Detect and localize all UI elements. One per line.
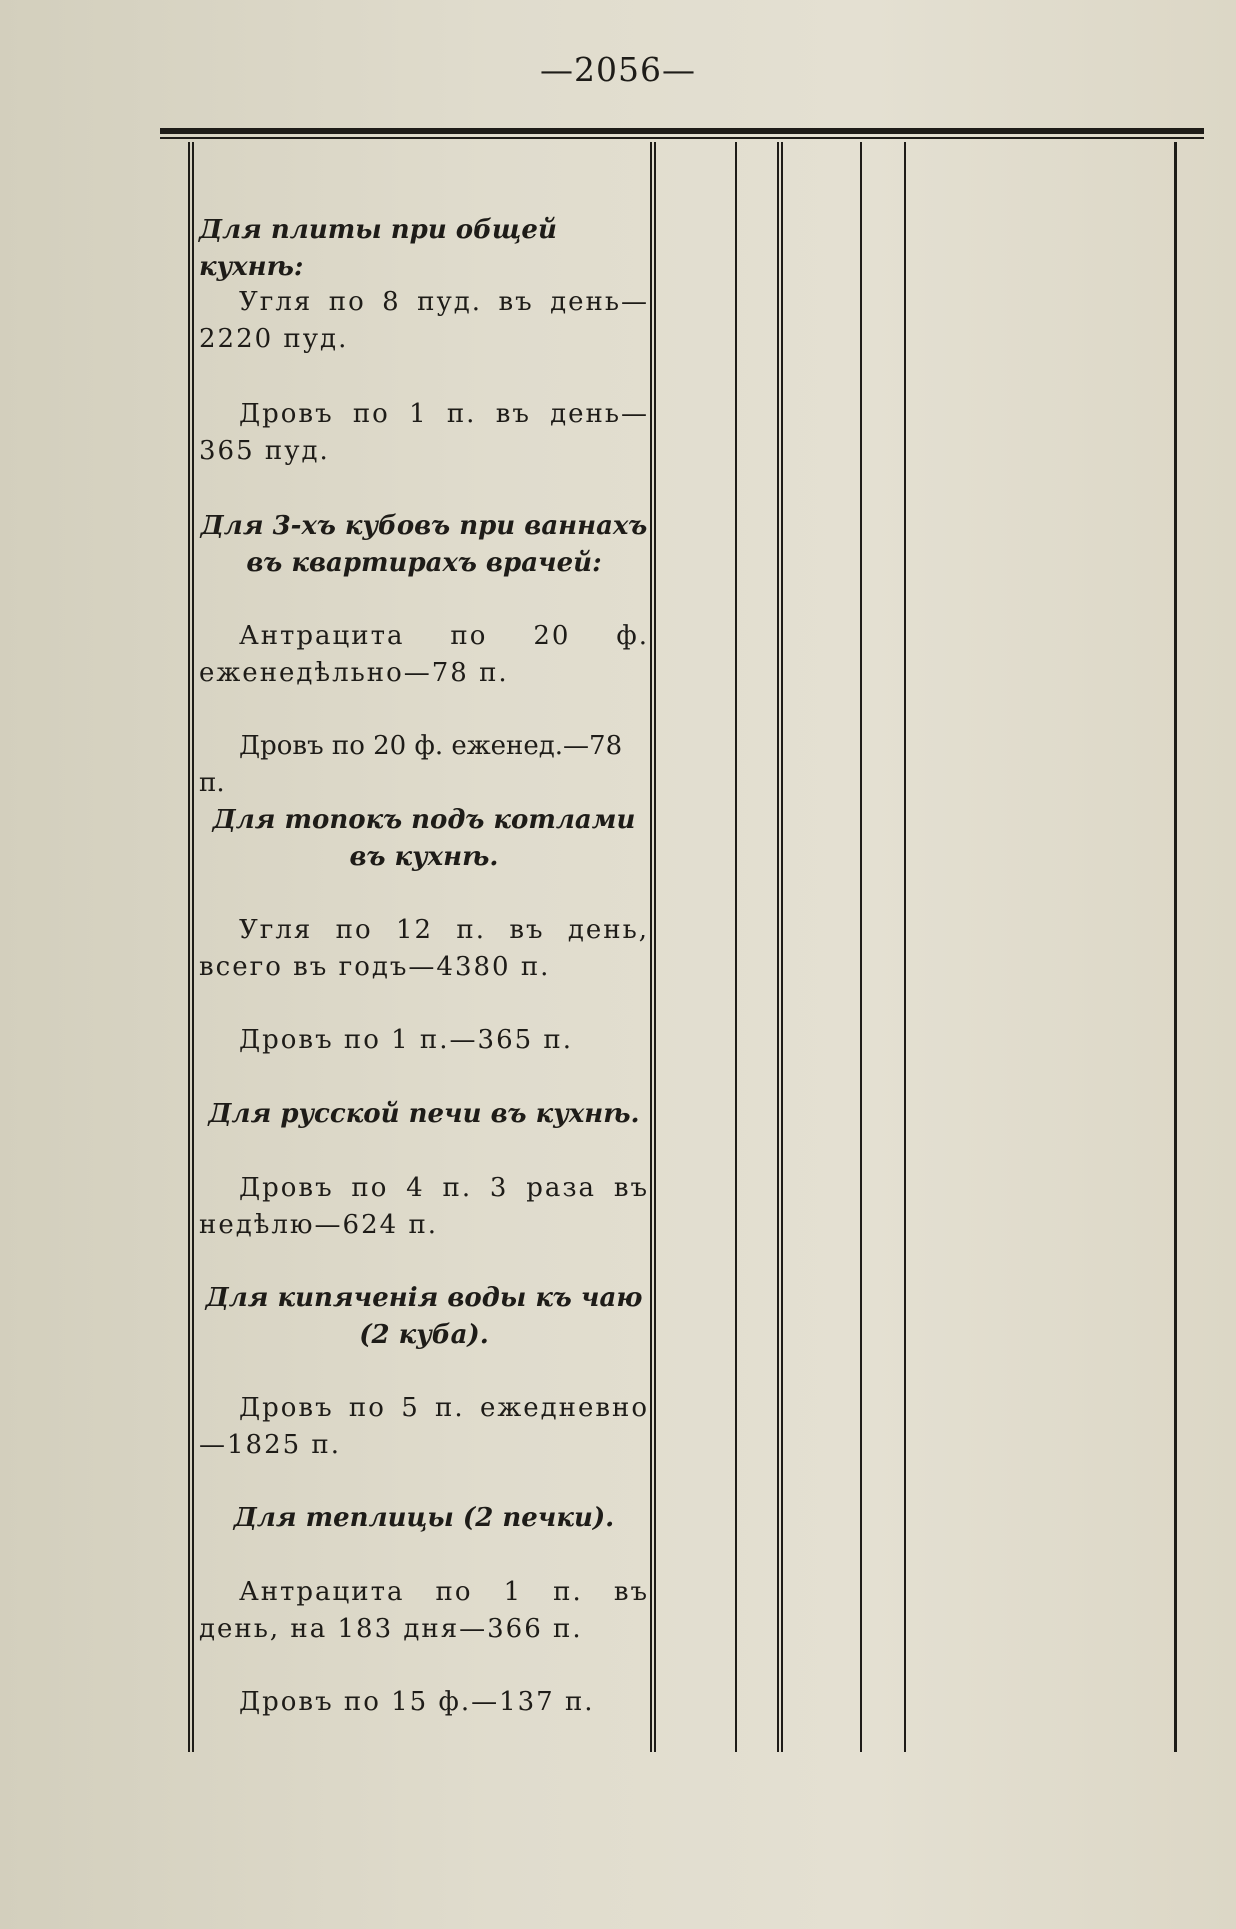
heading-russian-stove: Для русской печи въ кухнѣ.: [208, 1099, 640, 1129]
heading-tea-water: Для кипяченія воды къ чаю (2 куба).: [205, 1283, 643, 1350]
column-line-left-inner: [192, 142, 194, 1752]
entry-anthracite-baths: Антрацита по 20 ф. еженедѣльно—78 п.: [199, 621, 649, 688]
header-rule-thin: [160, 137, 1204, 139]
column-line-2b: [654, 142, 656, 1752]
entry-wood-tea-water: Дровъ по 5 п. ежедневно—1825 п.: [199, 1393, 649, 1460]
header-rule-thick: [160, 128, 1204, 134]
entry-wood-fireboxes: Дровъ по 1 п.—365 п.: [239, 1025, 574, 1055]
column-line-left: [188, 142, 190, 1752]
entry-wood-baths: Дровъ по 20 ф. еженед.—78 п.: [199, 731, 623, 798]
column-line-5: [860, 142, 862, 1752]
heading-greenhouse: Для теплицы (2 печки).: [233, 1503, 615, 1533]
entry-wood-stove: Дровъ по 1 п. въ день—365 пуд.: [199, 399, 649, 466]
heading-boilers-baths: Для 3-хъ кубовъ при ваннахъ въ квартирахъ врачей:: [200, 511, 648, 578]
column-line-3: [735, 142, 737, 1752]
entry-wood-russian-stove: Дровъ по 4 п. 3 раза въ недѣлю—624 п.: [199, 1173, 649, 1240]
column-line-right: [1174, 142, 1177, 1752]
column-line-4b: [781, 142, 783, 1752]
column-line-2: [650, 142, 652, 1752]
page-number: —2056—: [540, 50, 696, 89]
entry-anthracite-greenhouse: Антрацита по 1 п. въ день, на 183 дня—366 п.: [199, 1577, 649, 1644]
column-line-6: [904, 142, 906, 1752]
entry-wood-greenhouse: Дровъ по 15 ф.—137 п.: [239, 1687, 595, 1717]
entry-coal-stove: Угля по 8 пуд. въ день—2220 пуд.: [199, 287, 649, 354]
column-line-4: [777, 142, 779, 1752]
heading-stove: Для плиты при общей кухнѣ:: [199, 215, 557, 282]
heading-boiler-fireboxes: Для топокъ подъ котлами въ кухнѣ.: [212, 805, 636, 872]
entry-coal-fireboxes: Угля по 12 п. въ день, всего въ годъ—4380 п.: [199, 915, 649, 982]
